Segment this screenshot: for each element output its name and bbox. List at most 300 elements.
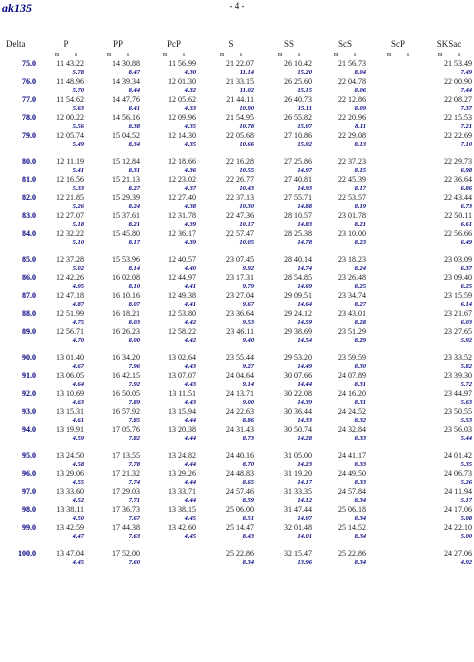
travel-time: 24 16.20 <box>338 389 366 398</box>
cell-scp <box>372 255 424 273</box>
cell-pcp <box>146 327 202 345</box>
slowness: 14.88 <box>297 203 312 210</box>
slowness: 6.98 <box>460 167 472 174</box>
cell-sksac <box>424 469 474 487</box>
slowness: 8.31 <box>354 381 366 388</box>
slowness: 5.44 <box>460 435 472 442</box>
slowness: 14.44 <box>297 381 312 388</box>
slowness: 10.90 <box>239 105 254 112</box>
cell-s <box>202 353 260 371</box>
slowness: 4.45 <box>72 559 84 566</box>
slowness: 8.10 <box>128 283 140 290</box>
cell-p <box>42 389 90 407</box>
travel-time: 25 22.86 <box>226 549 254 558</box>
slowness: 4.63 <box>72 399 84 406</box>
slowness: 14.54 <box>297 337 312 344</box>
travel-time: 12 23.02 <box>168 175 196 184</box>
slowness: 14.28 <box>297 435 312 442</box>
delta-value: 81.0 <box>22 175 36 184</box>
group-spacer <box>0 541 474 549</box>
slowness: 8.34 <box>128 141 140 148</box>
cell-p <box>42 193 90 211</box>
cell-scp <box>372 229 424 247</box>
delta-value: 96.0 <box>22 469 36 478</box>
cell-sksac <box>424 407 474 425</box>
travel-time: 16 34.20 <box>112 353 140 362</box>
cell-sksac <box>424 425 474 443</box>
slowness: 5.63 <box>72 105 84 112</box>
slowness: 6.25 <box>460 283 472 290</box>
table-row <box>0 175 474 193</box>
travel-time: 22 37.13 <box>226 193 254 202</box>
travel-time: 22 29.73 <box>444 157 472 166</box>
cell-pp <box>90 131 146 149</box>
cell-ss <box>260 353 318 371</box>
table-row <box>0 389 474 407</box>
col-header-s: S <box>228 39 234 49</box>
slowness: 4.70 <box>72 337 84 344</box>
cell-s <box>202 113 260 131</box>
slowness: 15.07 <box>297 123 312 130</box>
table-body <box>0 59 474 567</box>
travel-time: 13 19.91 <box>56 425 84 434</box>
cell-pcp <box>146 59 202 77</box>
group-spacer <box>0 247 474 255</box>
cell-p <box>42 77 90 95</box>
travel-time: 12 27.07 <box>56 211 84 220</box>
travel-time: 24 57.46 <box>226 487 254 496</box>
cell-pp <box>90 451 146 469</box>
slowness: 15.11 <box>297 105 312 112</box>
cell-p <box>42 255 90 273</box>
slowness: 5.56 <box>72 123 84 130</box>
delta-value: 75.0 <box>22 59 36 68</box>
slowness: 4.59 <box>72 435 84 442</box>
cell-scs <box>318 157 372 175</box>
travel-time: 24 04.64 <box>226 371 254 380</box>
slowness: 5.35 <box>460 461 472 468</box>
travel-time: 13 42.59 <box>56 523 84 532</box>
cell-sksac <box>424 95 474 113</box>
cell-sksac <box>424 389 474 407</box>
cell-pcp <box>146 193 202 211</box>
col-header-p: P <box>63 39 69 49</box>
slowness: 5.72 <box>460 381 472 388</box>
cell-sksac <box>424 131 474 149</box>
slowness: 4.44 <box>184 461 196 468</box>
slowness: 8.27 <box>354 301 366 308</box>
travel-time: 22 57.47 <box>226 229 254 238</box>
cell-pp <box>90 549 146 567</box>
travel-time: 12 56.71 <box>56 327 84 336</box>
cell-scp <box>372 523 424 541</box>
cell-pp <box>90 211 146 229</box>
cell-s <box>202 59 260 77</box>
travel-time: 24 11.94 <box>444 487 472 496</box>
travel-time: 12 58.22 <box>168 327 196 336</box>
slowness: 14.78 <box>297 239 312 246</box>
travel-time: 13 15.94 <box>168 407 196 416</box>
cell-scs <box>318 113 372 131</box>
travel-time: 22 36.64 <box>444 175 472 184</box>
slowness: 4.87 <box>72 301 84 308</box>
cell-scs <box>318 505 372 523</box>
cell-pp <box>90 523 146 541</box>
travel-time: 12 00.22 <box>56 113 84 122</box>
slowness: 7.89 <box>128 399 140 406</box>
slowness: 4.44 <box>184 479 196 486</box>
cell-pp <box>90 229 146 247</box>
unit-label-scp: m s <box>386 51 410 58</box>
travel-time: 25 14.47 <box>226 523 254 532</box>
cell-scs <box>318 211 372 229</box>
slowness: 4.43 <box>184 363 196 370</box>
cell-pcp <box>146 487 202 505</box>
cell-pp <box>90 407 146 425</box>
cell-scp <box>372 131 424 149</box>
cell-ss <box>260 425 318 443</box>
unit-label-sksac: m s <box>437 51 461 58</box>
travel-time-table <box>0 38 474 567</box>
travel-time: 13 20.38 <box>168 425 196 434</box>
cell-s <box>202 77 260 95</box>
travel-time: 24 01.42 <box>444 451 472 460</box>
cell-pp <box>90 273 146 291</box>
delta-value: 76.0 <box>22 77 36 86</box>
slowness: 8.14 <box>128 265 140 272</box>
travel-time: 22 22.69 <box>444 131 472 140</box>
cell-sksac <box>424 309 474 327</box>
slowness: 8.33 <box>354 461 366 468</box>
slowness: 8.17 <box>128 239 140 246</box>
table-row <box>0 77 474 95</box>
cell-pcp <box>146 389 202 407</box>
cell-ss <box>260 505 318 523</box>
slowness: 15.20 <box>297 69 312 76</box>
travel-time: 24 48.83 <box>226 469 254 478</box>
travel-time: 13 02.64 <box>168 353 196 362</box>
cell-p <box>42 309 90 327</box>
travel-time: 12 42.26 <box>56 273 84 282</box>
travel-time: 13 01.40 <box>56 353 84 362</box>
slowness: 4.92 <box>460 559 472 566</box>
cell-scs <box>318 469 372 487</box>
cell-scp <box>372 407 424 425</box>
cell-sksac <box>424 273 474 291</box>
slowness: 8.13 <box>354 141 366 148</box>
cell-s <box>202 211 260 229</box>
slowness: 7.71 <box>128 497 140 504</box>
cell-pcp <box>146 353 202 371</box>
cell-pp <box>90 425 146 443</box>
delta-value: 86.0 <box>22 273 36 282</box>
table-row <box>0 59 474 77</box>
cell-scp <box>372 505 424 523</box>
col-header-scp: ScP <box>390 39 405 49</box>
slowness: 8.33 <box>354 435 366 442</box>
slowness: 4.95 <box>72 283 84 290</box>
slowness: 7.92 <box>128 381 140 388</box>
travel-time: 21 22.07 <box>226 59 254 68</box>
travel-time: 23 39.30 <box>444 371 472 380</box>
cell-pcp <box>146 309 202 327</box>
col-header-ss: SS <box>283 39 294 49</box>
slowness: 14.83 <box>297 221 312 228</box>
cell-scs <box>318 193 372 211</box>
table-row <box>0 523 474 541</box>
cell-scp <box>372 193 424 211</box>
slowness: 7.85 <box>128 417 140 424</box>
cell-sksac <box>424 505 474 523</box>
slowness: 4.45 <box>184 515 196 522</box>
travel-time: 12 27.40 <box>168 193 196 202</box>
travel-time: 12 36.17 <box>168 229 196 238</box>
travel-time: 17 52.00 <box>112 549 140 558</box>
travel-time: 23 56.03 <box>444 425 472 434</box>
slowness: 8.31 <box>354 399 366 406</box>
delta-value: 95.0 <box>22 451 36 460</box>
slowness: 4.44 <box>184 435 196 442</box>
slowness: 4.39 <box>184 221 196 228</box>
slowness: 4.43 <box>184 381 196 388</box>
slowness: 6.86 <box>460 185 472 192</box>
slowness: 8.11 <box>354 123 366 130</box>
travel-time: 13 38.15 <box>168 505 196 514</box>
delta-value: 89.0 <box>22 327 36 336</box>
cell-scs <box>318 229 372 247</box>
col-header-sksac: SKSac <box>436 39 462 49</box>
travel-time: 16 26.23 <box>112 327 140 336</box>
travel-time: 12 49.38 <box>168 291 196 300</box>
travel-time: 27 55.71 <box>284 193 312 202</box>
slowness: 10.66 <box>239 141 254 148</box>
cell-pp <box>90 59 146 77</box>
cell-p <box>42 291 90 309</box>
cell-pcp <box>146 505 202 523</box>
cell-pcp <box>146 523 202 541</box>
cell-p <box>42 523 90 541</box>
table-row <box>0 131 474 149</box>
travel-time: 21 53.49 <box>444 59 472 68</box>
slowness: 8.07 <box>128 301 140 308</box>
travel-time: 24 41.17 <box>338 451 366 460</box>
cell-sksac <box>424 353 474 371</box>
slowness: 7.37 <box>460 105 472 112</box>
table-row <box>0 469 474 487</box>
travel-time: 11 48.96 <box>56 77 84 86</box>
table-row <box>0 327 474 345</box>
delta-value: 88.0 <box>22 309 36 318</box>
travel-time: 17 05.76 <box>112 425 140 434</box>
travel-time: 12 44.97 <box>168 273 196 282</box>
cell-s <box>202 407 260 425</box>
slowness: 4.30 <box>184 69 196 76</box>
cell-scs <box>318 59 372 77</box>
slowness: 4.35 <box>184 123 196 130</box>
slowness: 14.49 <box>297 363 312 370</box>
slowness: 9.40 <box>242 337 254 344</box>
travel-time: 13 24.82 <box>168 451 196 460</box>
cell-scp <box>372 371 424 389</box>
cell-s <box>202 469 260 487</box>
cell-pp <box>90 487 146 505</box>
travel-time: 12 11.19 <box>56 157 84 166</box>
slowness: 4.40 <box>184 265 196 272</box>
unit-label-scs: m s <box>333 51 357 58</box>
cell-ss <box>260 469 318 487</box>
cell-s <box>202 425 260 443</box>
cell-pcp <box>146 371 202 389</box>
delta-value: 78.0 <box>22 113 36 122</box>
travel-time: 23 26.48 <box>338 273 366 282</box>
travel-time: 22 29.08 <box>338 131 366 140</box>
travel-time: 24 24.52 <box>338 407 366 416</box>
travel-time: 24 32.84 <box>338 425 366 434</box>
travel-time: 32 15.47 <box>284 549 312 558</box>
cell-scp <box>372 425 424 443</box>
travel-time: 14 39.34 <box>112 77 140 86</box>
slowness: 9.79 <box>242 283 254 290</box>
travel-time: 12 32.22 <box>56 229 84 238</box>
slowness: 8.59 <box>242 497 254 504</box>
slowness: 4.42 <box>184 319 196 326</box>
travel-time: 15 21.13 <box>112 175 140 184</box>
group-spacer <box>0 443 474 451</box>
delta-value: 97.0 <box>22 487 36 496</box>
cell-scp <box>372 309 424 327</box>
travel-time: 22 04.78 <box>338 77 366 86</box>
cell-scs <box>318 309 372 327</box>
unit-label-p: m s <box>54 51 78 58</box>
slowness: 8.25 <box>354 283 366 290</box>
travel-time: 22 37.23 <box>338 157 366 166</box>
cell-scp <box>372 549 424 567</box>
cell-ss <box>260 193 318 211</box>
slowness: 4.41 <box>184 283 196 290</box>
travel-time: 23 55.44 <box>226 353 254 362</box>
slowness: 7.49 <box>460 69 472 76</box>
cell-pcp <box>146 273 202 291</box>
cell-ss <box>260 211 318 229</box>
cell-ss <box>260 291 318 309</box>
slowness: 4.35 <box>184 141 196 148</box>
slowness: 8.00 <box>128 337 140 344</box>
slowness: 14.74 <box>297 265 312 272</box>
slowness: 9.27 <box>242 363 254 370</box>
travel-time: 14 56.16 <box>112 113 140 122</box>
delta-value: 79.0 <box>22 131 36 140</box>
slowness: 8.23 <box>354 239 366 246</box>
travel-time: 24 27.06 <box>444 549 472 558</box>
cell-scs <box>318 389 372 407</box>
cell-scp <box>372 175 424 193</box>
slowness: 4.43 <box>184 399 196 406</box>
cell-sksac <box>424 371 474 389</box>
group-spacer <box>0 149 474 157</box>
slowness: 14.12 <box>297 497 312 504</box>
cell-pcp <box>146 425 202 443</box>
cell-ss <box>260 131 318 149</box>
slowness: 5.17 <box>460 497 472 504</box>
cell-ss <box>260 59 318 77</box>
slowness: 7.21 <box>460 123 472 130</box>
cell-pp <box>90 77 146 95</box>
travel-time: 13 29.06 <box>56 469 84 478</box>
cell-sksac <box>424 113 474 131</box>
cell-scp <box>372 113 424 131</box>
cell-s <box>202 389 260 407</box>
cell-ss <box>260 273 318 291</box>
slowness: 14.69 <box>297 283 312 290</box>
travel-time: 22 05.68 <box>226 131 254 140</box>
travel-time: 22 50.11 <box>444 211 472 220</box>
cell-ss <box>260 113 318 131</box>
travel-time: 14 47.76 <box>112 95 140 104</box>
slowness: 4.55 <box>72 479 84 486</box>
table-row <box>0 291 474 309</box>
travel-time: 17 44.38 <box>112 523 140 532</box>
slowness: 10.78 <box>239 123 254 130</box>
cell-pp <box>90 113 146 131</box>
cell-ss <box>260 451 318 469</box>
slowness: 4.44 <box>184 497 196 504</box>
cell-sksac <box>424 211 474 229</box>
travel-time: 26 40.73 <box>284 95 312 104</box>
travel-time: 12 47.18 <box>56 291 84 300</box>
cell-s <box>202 157 260 175</box>
cell-scs <box>318 77 372 95</box>
slowness: 8.73 <box>242 435 254 442</box>
slowness: 7.74 <box>128 479 140 486</box>
cell-scp <box>372 59 424 77</box>
travel-time: 22 12.86 <box>338 95 366 104</box>
travel-time: 26 25.60 <box>284 77 312 86</box>
cell-ss <box>260 157 318 175</box>
slowness: 4.38 <box>184 203 196 210</box>
slowness: 5.63 <box>460 399 472 406</box>
col-header-delta: Delta <box>6 39 26 49</box>
cell-pcp <box>146 291 202 309</box>
cell-scp <box>372 389 424 407</box>
cell-pp <box>90 469 146 487</box>
travel-time: 12 05.62 <box>168 95 196 104</box>
travel-time: 16 18.21 <box>112 309 140 318</box>
col-header-pcp: PcP <box>166 39 181 49</box>
travel-time: 31 33.35 <box>284 487 312 496</box>
cell-pcp <box>146 131 202 149</box>
table-row <box>0 353 474 371</box>
travel-time: 29 24.12 <box>284 309 312 318</box>
slowness: 14.07 <box>297 515 312 522</box>
table-row <box>0 95 474 113</box>
cell-scs <box>318 407 372 425</box>
travel-time: 23 59.59 <box>338 353 366 362</box>
cell-sksac <box>424 255 474 273</box>
travel-time: 24 57.84 <box>338 487 366 496</box>
slowness: 5.33 <box>72 185 84 192</box>
cell-scp <box>372 291 424 309</box>
travel-time: 12 09.96 <box>168 113 196 122</box>
slowness: 4.64 <box>72 381 84 388</box>
travel-time: 22 53.57 <box>338 193 366 202</box>
travel-time: 12 01.30 <box>168 77 196 86</box>
travel-time: 23 34.74 <box>338 291 366 300</box>
travel-time: 22 26.77 <box>226 175 254 184</box>
travel-time: 16 57.92 <box>112 407 140 416</box>
cell-ss <box>260 309 318 327</box>
header-row <box>0 38 474 50</box>
travel-time: 16 42.15 <box>112 371 140 380</box>
